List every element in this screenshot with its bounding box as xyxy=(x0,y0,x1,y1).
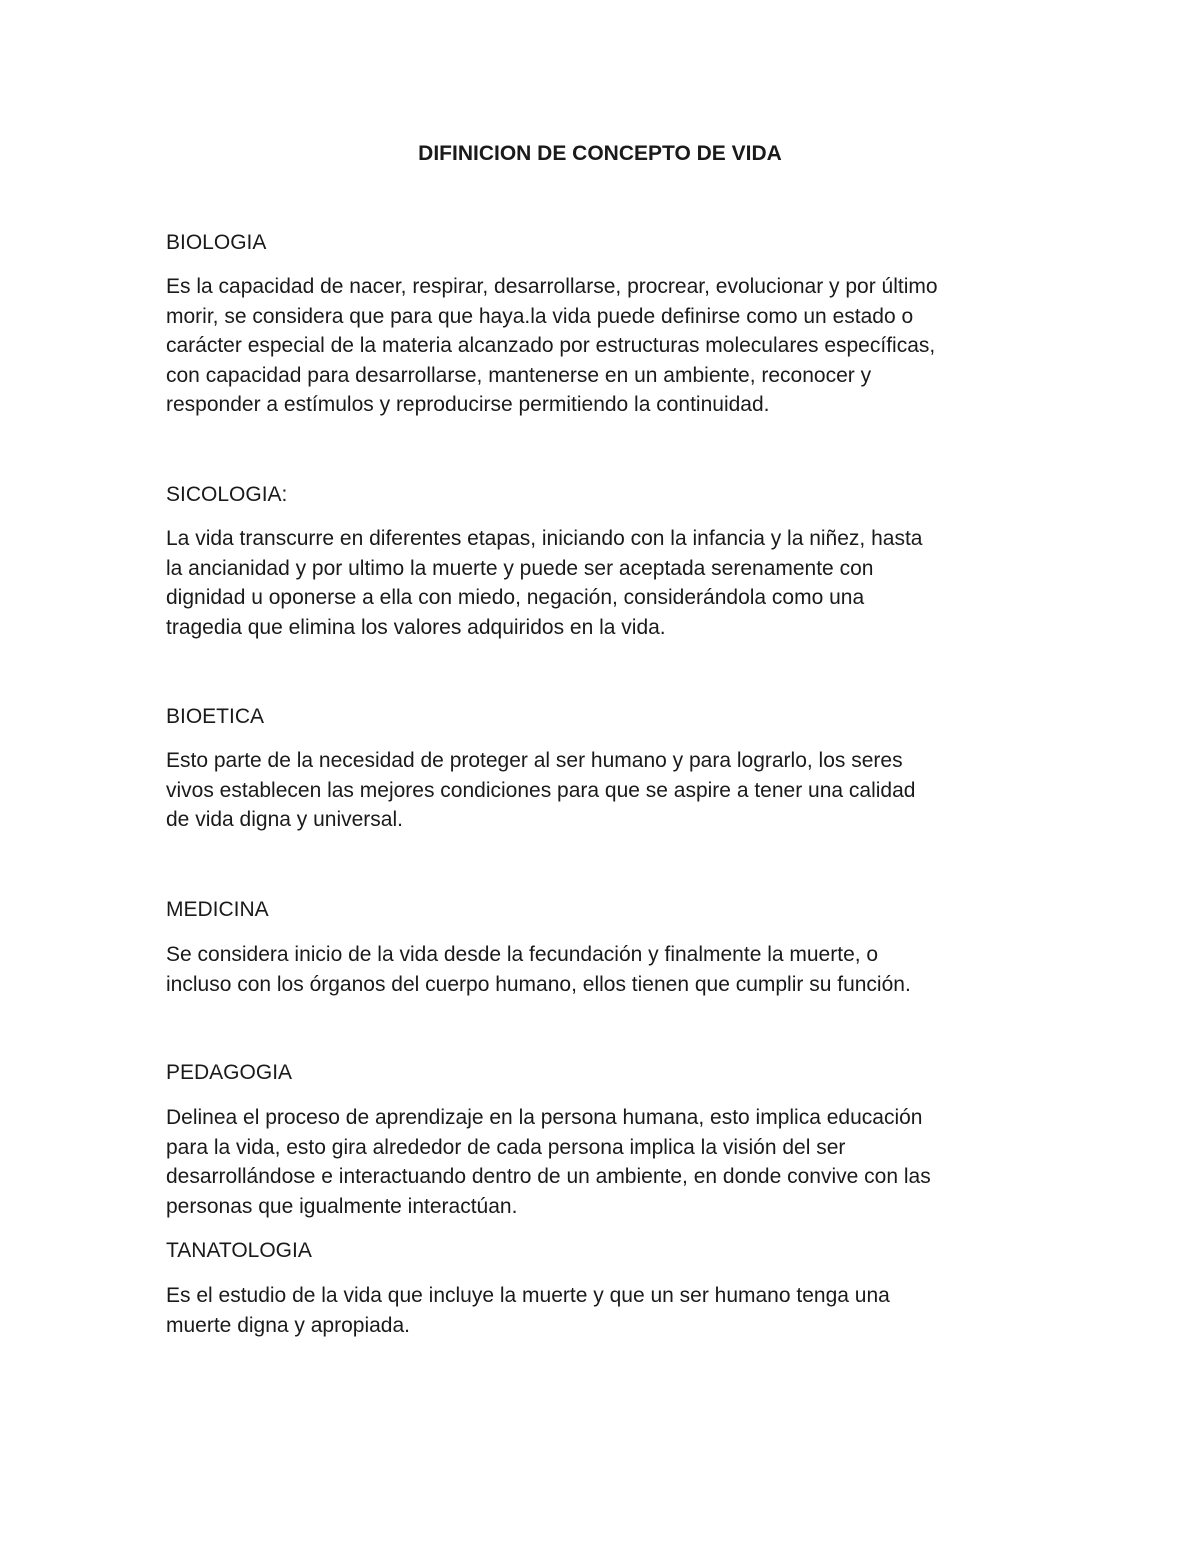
section-body-bioetica xyxy=(166,746,1046,835)
document-title: DIFINICION DE CONCEPTO DE VIDA xyxy=(418,142,782,165)
section-body-biologia xyxy=(166,272,1046,420)
section-heading-pedagogia: PEDAGOGIA xyxy=(166,1061,293,1084)
text-line: dignidad u oponerse a ella con miedo, negación, considerándola como una xyxy=(166,586,865,610)
text-line: Es la capacidad de nacer, respirar, desarrollarse, procrear, evolucionar y por último xyxy=(166,275,938,298)
text-line: responder a estímulos y reproducirse permitiendo la continuidad. xyxy=(166,393,770,417)
text-line: la ancianidad y por ultimo la muerte y puede ser aceptada serenamente con xyxy=(166,556,874,580)
section-heading-tanatologia: TANATOLOGIA xyxy=(166,1239,312,1262)
text-line: Esto parte de la necesidad de proteger al ser humano y para lograrlo, los seres xyxy=(166,749,903,772)
text-line: personas que igualmente interactúan. xyxy=(166,1194,518,1218)
text-line: La vida transcurre en diferentes etapas, iniciando con la infancia y la niñez, hasta xyxy=(166,527,923,550)
section-heading-sicologia: SICOLOGIA: xyxy=(166,483,288,506)
text-line: desarrollándose e interactuando dentro de un ambiente, en donde convive con las xyxy=(166,1165,931,1189)
text-line: Delinea el proceso de aprendizaje en la persona humana, esto implica educación xyxy=(166,1106,923,1129)
section-heading-bioetica: BIOETICA xyxy=(166,705,265,728)
section-heading-medicina: MEDICINA xyxy=(166,898,269,921)
text-line: de vida digna y universal. xyxy=(166,808,403,832)
text-line: para la vida, esto gira alrededor de cada persona implica la visión del ser xyxy=(166,1135,846,1159)
text-line: Es el estudio de la vida que incluye la muerte y que un ser humano tenga una xyxy=(166,1284,890,1307)
section-heading-biologia: BIOLOGIA xyxy=(166,231,267,254)
section-body-tanatologia xyxy=(166,1281,1046,1340)
section-body-medicina xyxy=(166,940,1046,999)
text-line: vivos establecen las mejores condiciones para que se aspire a tener una calidad xyxy=(166,778,916,802)
text-line: Se considera inicio de la vida desde la fecundación y finalmente la muerte, o xyxy=(166,943,879,966)
text-line: incluso con los órganos del cuerpo humano, ellos tienen que cumplir su función. xyxy=(166,972,911,996)
text-line: muerte digna y apropiada. xyxy=(166,1313,410,1337)
text-line: con capacidad para desarrollarse, mantenerse en un ambiente, reconocer y xyxy=(166,363,872,387)
text-line: carácter especial de la materia alcanzado por estructuras moleculares específicas, xyxy=(166,334,936,358)
section-body-sicologia xyxy=(166,524,1046,642)
text-line: morir, se considera que para que haya.la vida puede definirse como un estado o xyxy=(166,304,914,328)
section-body-pedagogia xyxy=(166,1103,1046,1221)
text-line: tragedia que elimina los valores adquiridos en la vida. xyxy=(166,615,666,639)
